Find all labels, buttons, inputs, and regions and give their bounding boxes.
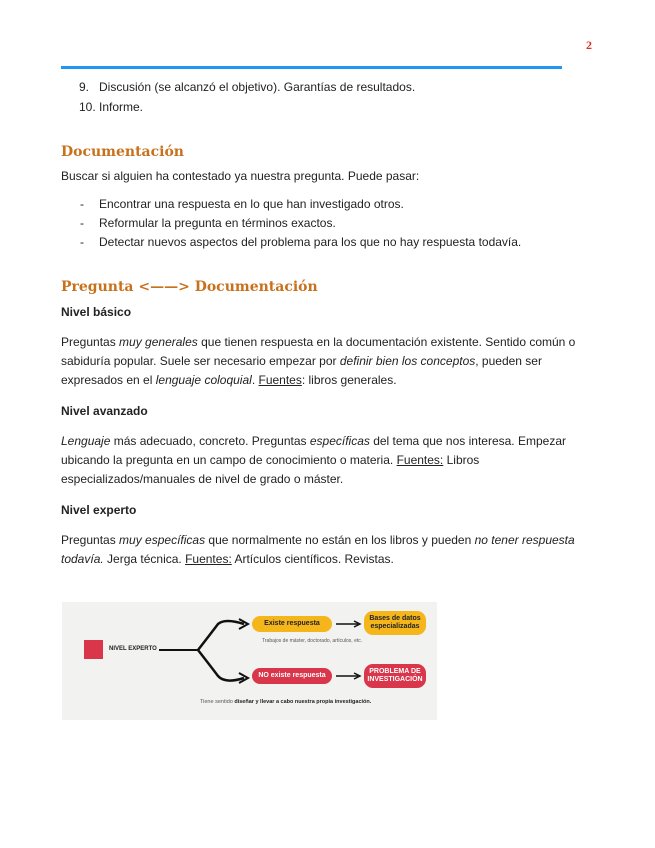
- steps-list: [79, 78, 601, 117]
- nivel-avanzado-text: Lenguaje más adecuado, concreto. Preguntas específicas del tema que nos interesa. Empezar ubicando la pregunta en un campo de conocimiento o materia. Fuentes: Libros especializados/manuales de nivel de grado o máster.: [61, 434, 566, 486]
- existe-respuesta-note: Trabajos de máster, doctorado, artículos, etc.: [262, 638, 363, 644]
- diagram-level-label: NIVEL EXPERTO: [109, 646, 157, 652]
- nivel-avanzado-title: Nivel avanzado: [61, 404, 148, 418]
- existe-respuesta-pill: Existe respuesta: [252, 616, 332, 632]
- list-item: - Reformular la pregunta en términos exactos.: [61, 214, 601, 233]
- section-heading-pregunta: Pregunta <——> Documentación: [61, 279, 318, 295]
- nivel-experto-text: Preguntas muy específicas que normalmente no están en los libros y pueden no tener respuesta todavía. Jerga técnica. Fuentes: Artículos científicos. Revistas.: [61, 533, 575, 566]
- nivel-basico-title: Nivel básico: [61, 305, 132, 319]
- nivel-experto-title: Nivel experto: [61, 503, 137, 517]
- list-item: 10. Informe.: [79, 100, 144, 114]
- list-item: - Encontrar una respuesta en lo que han investigado otros.: [61, 195, 601, 214]
- document-body: [61, 78, 601, 569]
- nivel-experto-diagram: [62, 602, 437, 720]
- no-existe-respuesta-pill: NO existe respuesta: [252, 668, 332, 684]
- section-heading-documentacion: Documentación: [61, 144, 184, 160]
- list-item: - Detectar nuevos aspectos del problema para los que no hay respuesta todavía.: [61, 233, 601, 252]
- header-rule: [61, 66, 562, 69]
- bases-datos-pill: Bases de datos especializadas: [364, 611, 426, 635]
- problema-investigacion-pill: PROBLEMA DE INVESTIGACIÓN: [364, 664, 426, 688]
- list-item: 9. Discusión (se alcanzó el objetivo). Garantías de resultados.: [79, 80, 416, 94]
- page-number: 2: [586, 38, 592, 52]
- documentacion-intro: Buscar si alguien ha contestado ya nuestra pregunta. Puede pasar:: [61, 169, 420, 183]
- nivel-basico-text: Preguntas muy generales que tienen respuesta en la documentación existente. Sentido común o sabiduría popular. Suele ser necesario empezar por definir bien los conceptos, pueden ser expresados en el lenguaje coloquial. Fuentes: libros generales.: [61, 335, 576, 387]
- documentacion-bullets: [61, 195, 601, 252]
- diagram-footer: Tiene sentido diseñar y llevar a cabo nuestra propia investigación.: [200, 699, 372, 705]
